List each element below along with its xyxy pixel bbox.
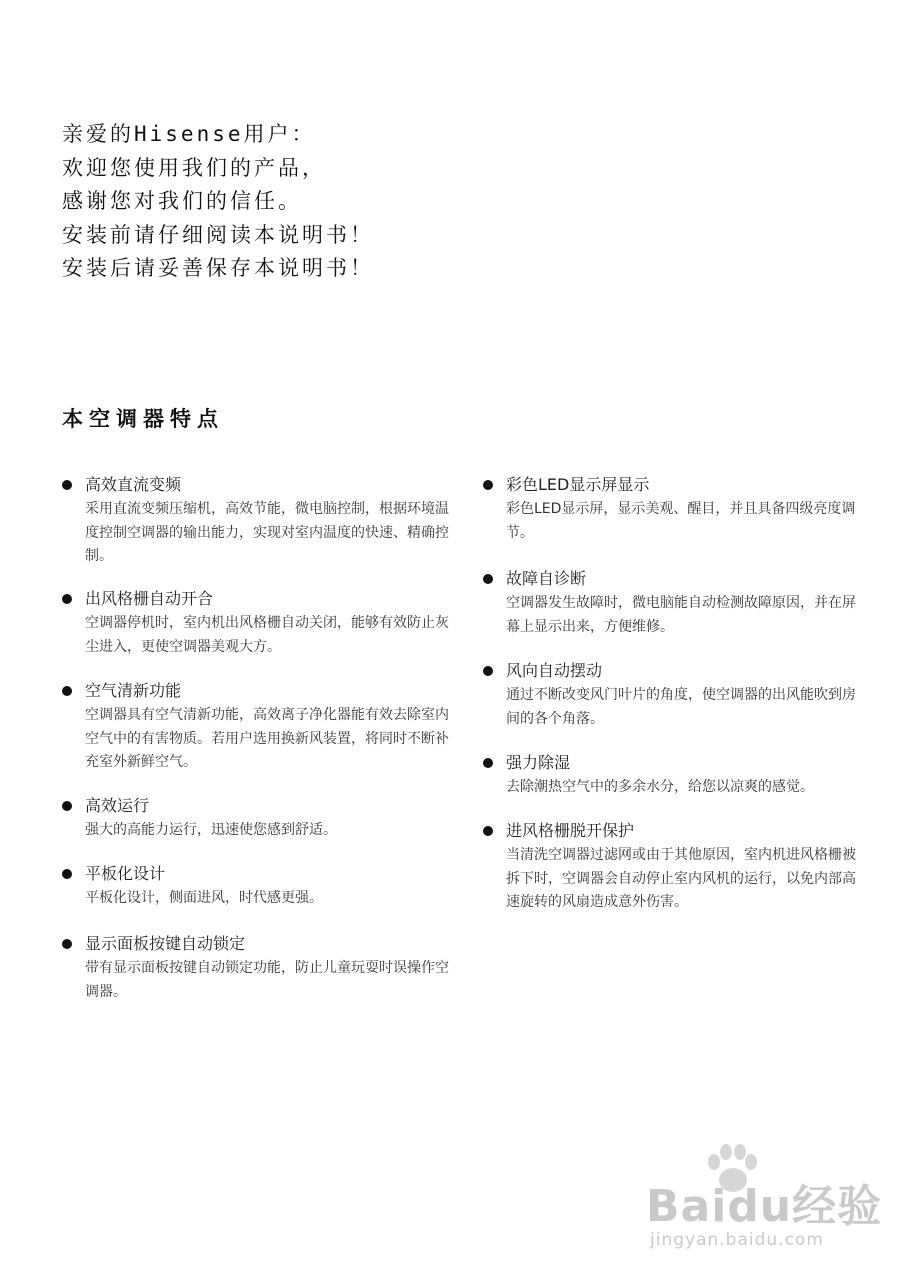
feature-title: 显示面板按键自动锁定 (85, 934, 246, 953)
greeting-line: 感谢您对我们的信任。 (62, 189, 302, 213)
feature-description: 空调器发生故障时，微电脑能自动检测故障原因，并在屏幕上显示出来，方便维修。 (506, 595, 856, 635)
greeting-block (62, 118, 374, 286)
feature-description: 通过不断改变风门叶片的角度，使空调器的出风能吹到房间的各个角落。 (506, 687, 856, 727)
feature-item (62, 680, 457, 775)
watermark-logo: Baidu经验 (646, 1181, 883, 1232)
feature-item (483, 660, 863, 731)
feature-item (483, 820, 863, 915)
feature-item (62, 933, 457, 1004)
feature-description: 去除潮热空气中的多余水分，给您以凉爽的感觉。 (506, 779, 814, 795)
greeting-line: 欢迎您使用我们的产品， (62, 155, 326, 180)
feature-title: 空气清新功能 (85, 681, 182, 700)
feature-item (62, 863, 323, 911)
bullet-icon (483, 480, 493, 490)
feature-item (62, 588, 457, 659)
feature-title: 进风格栅脱开保护 (506, 821, 635, 840)
bullet-icon (62, 686, 72, 696)
baidu-watermark (640, 1140, 885, 1260)
greeting-line: 安装后请妥善保存本说明书！ (62, 256, 374, 280)
bullet-icon (62, 594, 72, 604)
feature-item (62, 795, 337, 843)
greeting-line: 亲爱的Hisense用户： (62, 122, 316, 146)
feature-title: 出风格栅自动开合 (85, 589, 214, 608)
bullet-icon (62, 869, 72, 879)
bullet-icon (62, 939, 72, 949)
feature-description: 平板化设计，侧面进风，时代感更强。 (85, 890, 323, 906)
feature-description: 空调器停机时，室内机出风格栅自动关闭，能够有效防止灰尘进入，更使空调器美观大方。 (85, 615, 449, 655)
bullet-icon (62, 801, 72, 811)
bullet-icon (483, 666, 493, 676)
feature-description: 彩色LED显示屏，显示美观、醒目，并且具备四级亮度调节。 (506, 501, 856, 541)
feature-item (483, 752, 814, 800)
feature-title: 风向自动摆动 (506, 661, 603, 680)
section-title: 本空调器特点 (62, 407, 224, 431)
bullet-icon (483, 826, 493, 836)
feature-description: 采用直流变频压缩机，高效节能，微电脑控制，根据环境温度控制空调器的输出能力，实现对室内温度的快速、精确控制。 (85, 501, 449, 564)
watermark-url: jingyan.baidu.com (650, 1230, 824, 1250)
feature-title: 故障自诊断 (506, 569, 587, 588)
feature-item (483, 474, 863, 545)
bullet-icon (483, 758, 493, 768)
feature-description: 空调器具有空气清新功能，高效离子净化器能有效去除室内空气中的有害物质。若用户选用换新风装置，将同时不断补充室外新鲜空气。 (85, 707, 449, 770)
feature-title: 高效运行 (85, 796, 150, 815)
feature-title: 高效直流变频 (85, 475, 182, 494)
feature-description: 强大的高能力运行，迅速使您感到舒适。 (85, 822, 337, 838)
greeting-line: 安装前请仔细阅读本说明书！ (62, 222, 374, 247)
feature-item (62, 474, 457, 569)
bullet-icon (62, 480, 72, 490)
feature-title: 强力除湿 (506, 753, 571, 772)
feature-title: 彩色LED显示屏显示 (506, 475, 650, 494)
feature-item (483, 568, 863, 639)
bullet-icon (483, 574, 493, 584)
feature-description: 当清洗空调器过滤网或由于其他原因，室内机进风格栅被拆下时，空调器会自动停止室内风机的运行，以免内部高速旋转的风扇造成意外伤害。 (506, 847, 856, 910)
feature-title: 平板化设计 (85, 864, 166, 883)
feature-description: 带有显示面板按键自动锁定功能，防止儿童玩耍时误操作空调器。 (85, 960, 449, 1000)
